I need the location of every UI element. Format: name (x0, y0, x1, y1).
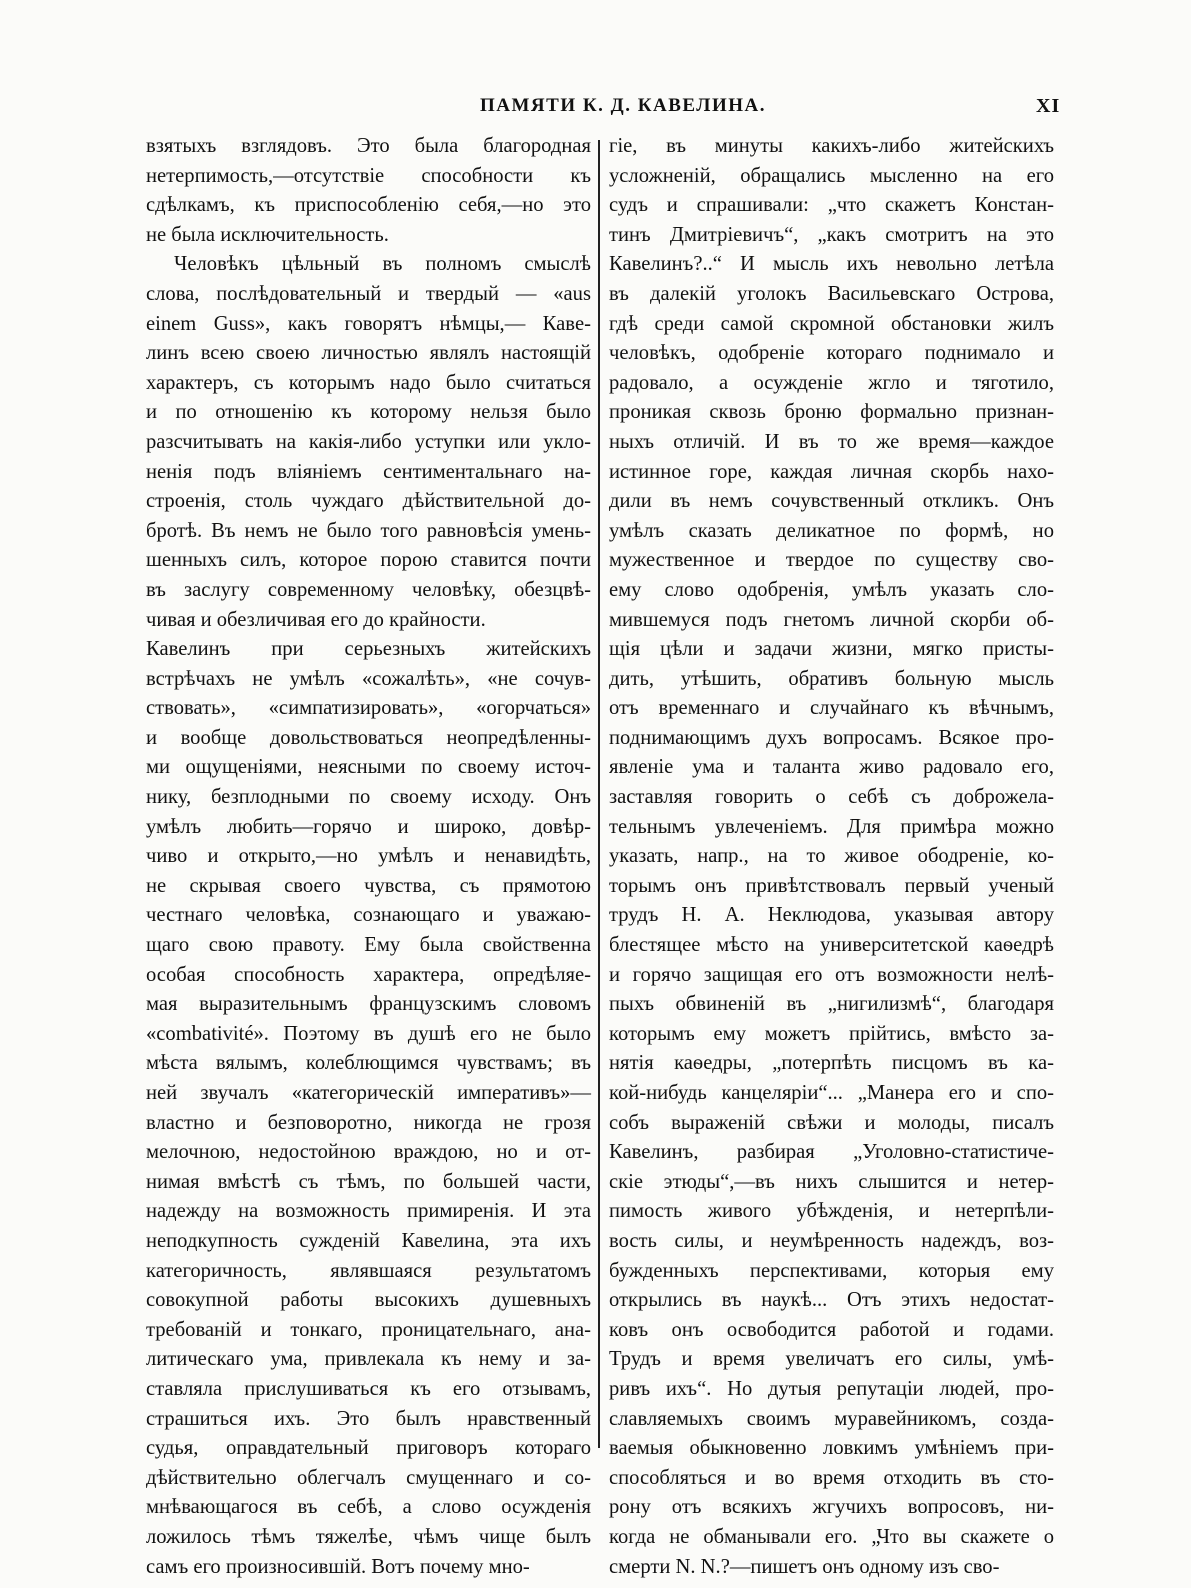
text-line: чивая и обезличивая его до крайности. (146, 608, 486, 631)
text-line: бужденныхъ перспективами, которыя ему (609, 1259, 1054, 1282)
text-line: слова, послѣдовательный и твердый — «aus (146, 282, 591, 305)
text-line: Человѣкъ цѣльный въ полномъ смыслѣ (174, 253, 591, 276)
text-line: честнаго человѣка, сознающаго и уважаю- (146, 904, 591, 927)
text-line: и вообще довольствоваться неопредѣленны- (146, 726, 591, 749)
text-line: особая способность характера, опредѣляе- (146, 963, 591, 986)
text-line: трудъ Н. А. Неклюдова, указывая автору (609, 904, 1054, 927)
text-line: рону отъ всякихъ жгучихъ вопросовъ, ни- (609, 1496, 1054, 1519)
text-line: скіе этюды“,—въ нихъ слышится и нетер- (609, 1170, 1054, 1193)
text-line: проникая сквозь броню формально признан- (609, 401, 1054, 424)
text-line: открылись въ наукѣ... Отъ этихъ недостат- (609, 1289, 1054, 1312)
text-line: способляться и во время отходить въ сто- (609, 1466, 1054, 1489)
text-line: кой-нибудь канцеляріи“... „Манера его и спо- (609, 1082, 1054, 1104)
text-line: взятыхъ взглядовъ. Это была благородная (146, 135, 591, 157)
text-line: ней звучалъ «категорическій императивъ»— (146, 1082, 591, 1104)
text-line: судья, оправдательный приговоръ котораго (146, 1437, 591, 1460)
text-line: совокупной работы высокихъ душевныхъ (146, 1289, 591, 1312)
text-line: въ далекій уголокъ Васильевскаго Острова, (609, 282, 1054, 305)
text-line: гіе, въ минуты какихъ-либо житейскихъ (609, 135, 1054, 157)
text-line: сдѣлкамъ, къ приспособленію себя,—но это (146, 194, 591, 217)
text-line: дили въ немъ сочувственный откликъ. Онъ (609, 490, 1054, 513)
text-line: пимость живого убѣжденія, и нетерпѣли- (609, 1200, 1054, 1223)
left-column (146, 132, 591, 1582)
text-line: нику, безплодными по своему исходу. Онъ (146, 786, 591, 809)
text-line: нетерпимость,—отсутствіе способности къ (146, 164, 591, 187)
text-line: дѣйствительно облегчалъ смущеннаго и со- (146, 1466, 591, 1489)
text-line: неподкупность сужденій Кавелина, эта ихъ (146, 1229, 591, 1252)
right-column (609, 132, 1054, 1582)
text-line: категоричность, являвшаяся результатомъ (146, 1259, 591, 1282)
text-line: нимая вмѣстѣ съ тѣмъ, по большей части, (146, 1170, 591, 1193)
text-line: смерти N. N.?—пишетъ онъ одному изъ сво- (609, 1555, 1000, 1578)
text-line: страшиться ихъ. Это былъ нравственный (146, 1407, 591, 1430)
text-line: щія цѣли и задачи жизни, мягко присты- (609, 638, 1054, 661)
text-line: не была исключительность. (146, 223, 389, 246)
text-line: линъ всею своею личностью являлъ настоящій (146, 342, 591, 365)
text-line: Кавелинъ при серьезныхъ житейскихъ (146, 638, 591, 661)
text-line: явленіе ума и таланта живо радовало его, (609, 756, 1054, 779)
text-line: самъ его произносившій. Вотъ почему мно- (146, 1555, 530, 1578)
text-line: мужественное и твердое по существу сво- (609, 549, 1054, 572)
text-line: Кавелинъ, разбирая „Уголовно-статистиче- (609, 1141, 1054, 1164)
page-header (0, 95, 1191, 125)
text-line: въ заслугу современному человѣку, обезцвѣ- (146, 578, 591, 601)
text-line: торымъ онъ привѣтствовалъ первый ученый (609, 874, 1054, 897)
text-line: мелочною, недостойною враждою, но и от- (146, 1141, 591, 1164)
text-line: бротѣ. Въ немъ не было того равновѣсія умень- (146, 519, 591, 542)
text-line: истинное горе, каждая личная скорбь нахо- (609, 460, 1054, 483)
text-line: чиво и открыто,—но умѣлъ и ненавидѣть, (146, 845, 591, 868)
text-line: поднимающимъ духъ вопросамъ. Всякое про- (609, 726, 1054, 749)
text-line: ми ощущеніями, неясными по своему источ- (146, 756, 591, 779)
text-line: мѣста вялымъ, колеблющимся чувствамъ; въ (146, 1052, 591, 1075)
text-line: строенія, столь чуждаго дѣйствительной до- (146, 490, 591, 513)
text-line: ствовать», «симпатизировать», «огорчаться» (146, 697, 591, 720)
text-line: ковъ онъ освободится работой и годами. (609, 1318, 1054, 1341)
text-line: ему слово одобренія, умѣлъ указать сло- (609, 578, 1054, 601)
text-line: ставляла прислушиваться къ его отзывамъ, (146, 1377, 591, 1400)
text-line: властно и безповоротно, никогда не грозя (146, 1111, 591, 1134)
text-line: когда не обманывали его. „Что вы скажете о (609, 1525, 1054, 1548)
text-line: тельнымъ увлеченіемъ. Для примѣра можно (609, 815, 1054, 838)
text-line: собъ выраженій свѣжи и молоды, писалъ (609, 1111, 1054, 1134)
text-line: судъ и спрашивали: „что скажетъ Констан- (609, 194, 1054, 217)
text-line: ваемыя обыкновенно ловкимъ умѣніемъ при- (609, 1437, 1054, 1460)
running-head: ПАМЯТИ К. Д. КАВЕЛИНА. (480, 95, 766, 116)
text-line: славляемыхъ своимъ муравейникомъ, созда- (609, 1407, 1054, 1430)
column-divider (598, 140, 600, 1448)
text-line: умѣлъ любить—горячо и широко, довѣр- (146, 815, 591, 838)
text-line: ненія подъ вліяніемъ сентиментальнаго на- (146, 460, 591, 483)
text-line: вость силы, и неумѣренность надеждъ, воз- (609, 1229, 1054, 1252)
text-line: и горячо защищая его отъ возможности нелѣ- (609, 963, 1054, 986)
text-line: шенныхъ силъ, которое порою ставится почти (146, 549, 591, 572)
text-line: щаго свою правоту. Ему была свойственна (146, 934, 591, 957)
text-line: заставляя говорить о себѣ съ доброжела- (609, 786, 1054, 809)
text-line: указать, напр., на то живое ободреніе, ко- (609, 845, 1054, 868)
text-line: надежду на возможность примиренія. И эта (146, 1200, 591, 1223)
text-line: блестящее мѣсто на университетской каѳедрѣ (609, 934, 1054, 957)
text-line: отъ временнаго и случайнаго къ вѣчнымъ, (609, 697, 1054, 720)
text-line: разсчитывать на какія-либо уступки или укло- (146, 430, 591, 453)
text-line: «combativité». Поэтому въ душѣ его не было (146, 1022, 591, 1045)
text-line: ныхъ отличій. И въ то же время—каждое (609, 430, 1054, 453)
text-line: мнѣвающагося въ себѣ, а слово осужденія (146, 1496, 591, 1519)
text-line: Трудъ и время увеличатъ его силы, умѣ- (609, 1348, 1054, 1371)
text-line: литическаго ума, привлекала къ нему и за- (146, 1348, 591, 1371)
text-line: умѣлъ сказать деликатное по формѣ, но (609, 519, 1054, 542)
text-line: мившемуся подъ гнетомъ личной скорби об- (609, 608, 1054, 631)
text-line: ложилось тѣмъ тяжелѣе, чѣмъ чище былъ (146, 1525, 591, 1548)
text-line: которымъ ему можетъ прійтись, вмѣсто за- (609, 1022, 1054, 1045)
text-line: радовало, а осужденіе жгло и тяготило, (609, 371, 1054, 394)
text-line: усложненій, обращались мысленно на его (609, 164, 1054, 187)
text-line: человѣкъ, одобреніе котораго поднимало и (609, 342, 1054, 365)
text-line: гдѣ среди самой скромной обстановки жилъ (609, 312, 1054, 335)
text-line: и по отношенію къ которому нельзя было (146, 401, 591, 424)
text-line: нятія каѳедры, „потерпѣть писцомъ въ ка- (609, 1052, 1054, 1075)
text-line: требованій и тонкаго, проницательнаго, ана- (146, 1318, 591, 1341)
text-line: встрѣчахъ не умѣлъ «сожалѣть», «не сочув- (146, 667, 591, 690)
text-line: характеръ, съ которымъ надо было считаться (146, 371, 591, 394)
page-number: XI (1036, 95, 1061, 117)
text-line: тинъ Дмитріевичъ“, „какъ смотритъ на это (609, 223, 1054, 246)
text-line: дить, утѣшить, обративъ больную мысль (609, 667, 1054, 690)
text-line: Кавелинъ?..“ И мысль ихъ невольно летѣла (609, 253, 1054, 276)
text-line: мая выразительнымъ французскимъ словомъ (146, 993, 591, 1016)
text-line: пыхъ обвиненій въ „нигилизмѣ“, благодаря (609, 993, 1054, 1016)
text-line: ривъ ихъ“. Но дутыя репутаціи людей, про- (609, 1377, 1054, 1400)
text-line: einem Guss», какъ говорятъ нѣмцы,— Кавe- (146, 312, 591, 335)
text-line: не скрывая своего чувства, съ прямотою (146, 874, 591, 897)
